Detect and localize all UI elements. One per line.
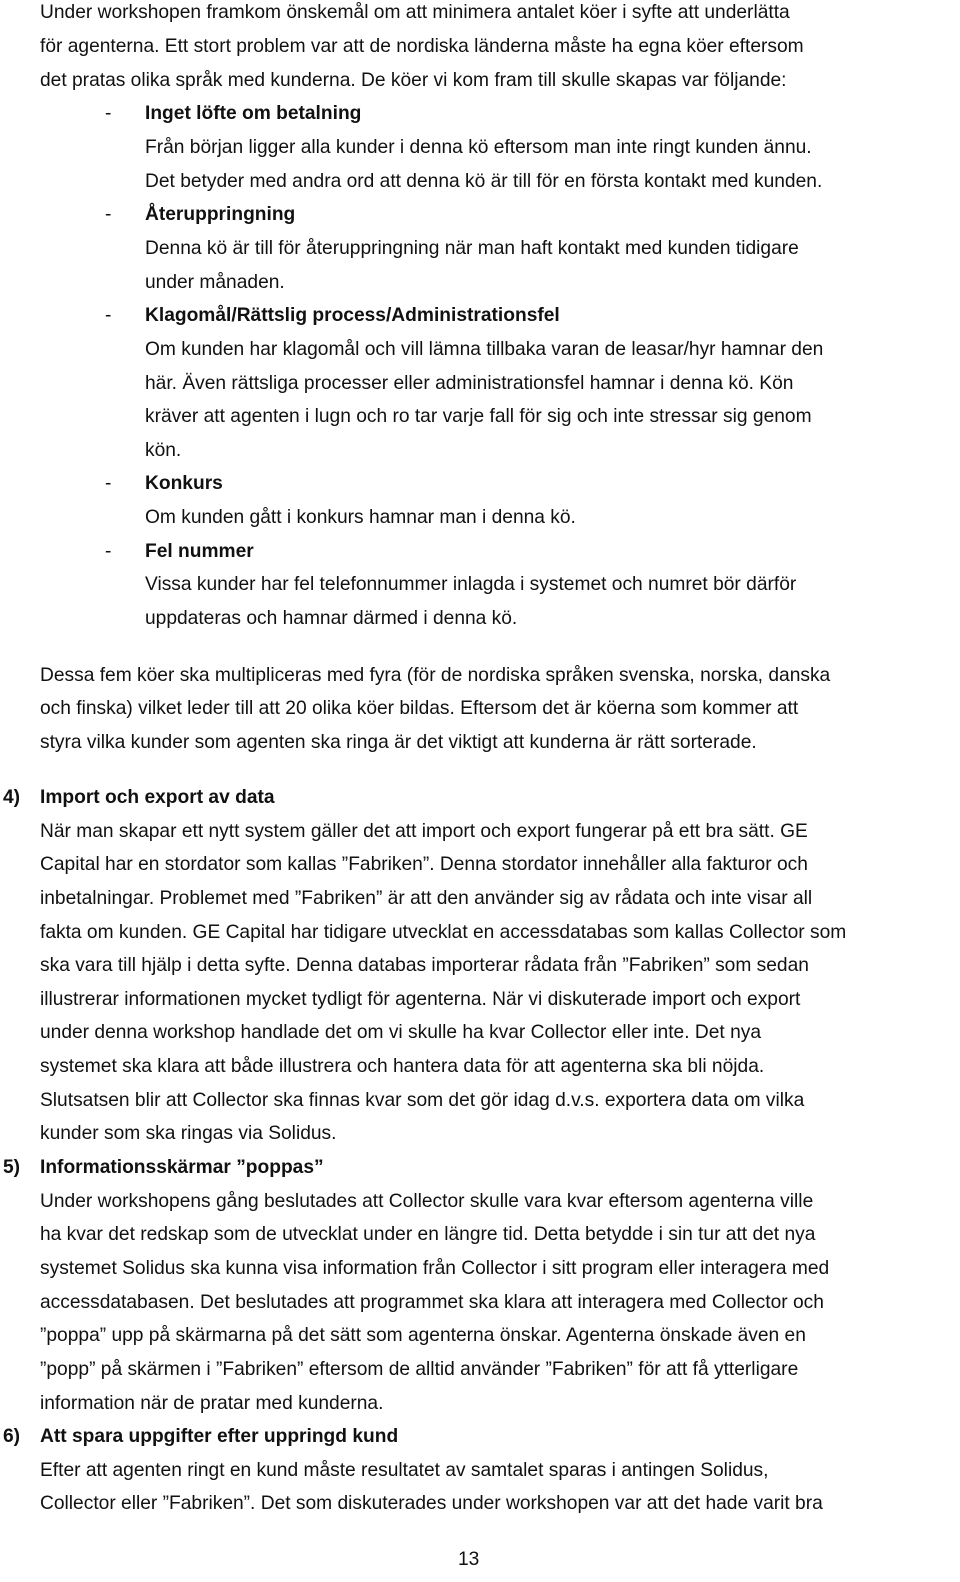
queue-title: Konkurs	[145, 473, 223, 494]
page-number: 13	[458, 1549, 480, 1570]
queue-title: Klagomål/Rättslig process/Administrationsfel	[145, 305, 560, 326]
list-dash: -	[105, 541, 112, 562]
section-text: ha kvar det redskap som de utvecklat under en längre tid. Detta betydde i sin tur att det nya	[40, 1224, 816, 1245]
section-text: accessdatabasen. Det beslutades att programmet ska klara att interagera med Collector och	[40, 1292, 824, 1313]
list-dash: -	[105, 204, 112, 225]
section-text: När man skapar ett nytt system gäller det att import och export fungerar på ett bra sätt. GE	[40, 821, 808, 842]
queue-text: under månaden.	[145, 272, 285, 293]
queue-text: Det betyder med andra ord att denna kö är till för en första kontakt med kunden.	[145, 171, 823, 192]
intro-line: för agenterna. Ett stort problem var att de nordiska länderna måste ha egna köer eftersom	[40, 36, 804, 57]
summary-line: Dessa fem köer ska multipliceras med fyra (för de nordiska språken svenska, norska, danska	[40, 665, 831, 686]
queue-title: Inget löfte om betalning	[145, 103, 362, 124]
section-text: information när de pratar med kunderna.	[40, 1393, 384, 1414]
section-text: ”popp” på skärmen i ”Fabriken” eftersom de alltid använder ”Fabriken” för att få ytterligare	[40, 1359, 799, 1380]
intro-line: Under workshopen framkom önskemål om att minimera antalet köer i syfte att underlätta	[40, 2, 790, 23]
queue-title: Återuppringning	[145, 204, 296, 225]
queue-text: uppdateras och hamnar därmed i denna kö.	[145, 608, 518, 629]
queue-text: Denna kö är till för återuppringning när man haft kontakt med kunden tidigare	[145, 238, 799, 259]
queue-text: Vissa kunder har fel telefonnummer inlagda i systemet och numret bör därför	[145, 574, 797, 595]
section-number: 4)	[3, 787, 21, 808]
section-text: ska vara till hjälp i detta syfte. Denna databas importerar rådata från ”Fabriken” som sedan	[40, 955, 809, 976]
section-text: inbetalningar. Problemet med ”Fabriken” är att den använder sig av rådata och inte visar all	[40, 888, 813, 909]
list-dash: -	[105, 305, 112, 326]
queue-text: här. Även rättsliga processer eller administrationsfel hamnar i denna kö. Kön	[145, 373, 794, 394]
summary-line: styra vilka kunder som agenten ska ringa är det viktigt att kunderna är rätt sorterade.	[40, 732, 757, 753]
section-text: Under workshopens gång beslutades att Collector skulle vara kvar eftersom agenterna ville	[40, 1191, 814, 1212]
section-text: illustrerar informationen mycket tydligt för agenterna. När vi diskuterade import och export	[40, 989, 801, 1010]
section-text: under denna workshop handlade det om vi skulle ha kvar Collector eller inte. Det nya	[40, 1022, 762, 1043]
summary-line: och finska) vilket leder till att 20 olika köer bildas. Eftersom det är köerna som kommer att	[40, 698, 799, 719]
section-text: Collector eller ”Fabriken”. Det som diskuterades under workshopen var att det hade varit bra	[40, 1493, 823, 1514]
list-dash: -	[105, 103, 112, 124]
section-text: kunder som ska ringas via Solidus.	[40, 1123, 337, 1144]
section-heading: Import och export av data	[40, 787, 275, 808]
queue-text: Från början ligger alla kunder i denna kö eftersom man inte ringt kunden ännu.	[145, 137, 812, 158]
list-dash: -	[105, 473, 112, 494]
section-text: systemet ska klara att både illustrera och hantera data för att agenterna ska bli nöjda.	[40, 1056, 765, 1077]
section-text: Capital har en stordator som kallas ”Fabriken”. Denna stordator innehåller alla fakturor och	[40, 854, 808, 875]
section-number: 5)	[3, 1157, 21, 1178]
section-text: Slutsatsen blir att Collector ska finnas kvar som det gör idag d.v.s. exportera data om vilka	[40, 1090, 805, 1111]
section-text: systemet Solidus ska kunna visa information från Collector i sitt program eller interagera med	[40, 1258, 830, 1279]
queue-text: Om kunden har klagomål och vill lämna tillbaka varan de leasar/hyr hamnar den	[145, 339, 824, 360]
intro-line: det pratas olika språk med kunderna. De köer vi kom fram till skulle skapas var följande:	[40, 70, 787, 91]
queue-text: kräver att agenten i lugn och ro tar varje fall för sig och inte stressar sig genom	[145, 406, 812, 427]
section-text: ”poppa” upp på skärmarna på det sätt som agenterna önskar. Agenterna önskade även en	[40, 1325, 806, 1346]
section-text: Efter att agenten ringt en kund måste resultatet av samtalet sparas i antingen Solidus,	[40, 1460, 769, 1481]
section-heading: Informationsskärmar ”poppas”	[40, 1157, 324, 1178]
queue-text: kön.	[145, 440, 182, 461]
queue-title: Fel nummer	[145, 541, 254, 562]
queue-text: Om kunden gått i konkurs hamnar man i denna kö.	[145, 507, 576, 528]
section-text: fakta om kunden. GE Capital har tidigare utvecklat en accessdatabas som kallas Collector som	[40, 922, 847, 943]
section-heading: Att spara uppgifter efter uppringd kund	[40, 1426, 399, 1447]
section-number: 6)	[3, 1426, 21, 1447]
